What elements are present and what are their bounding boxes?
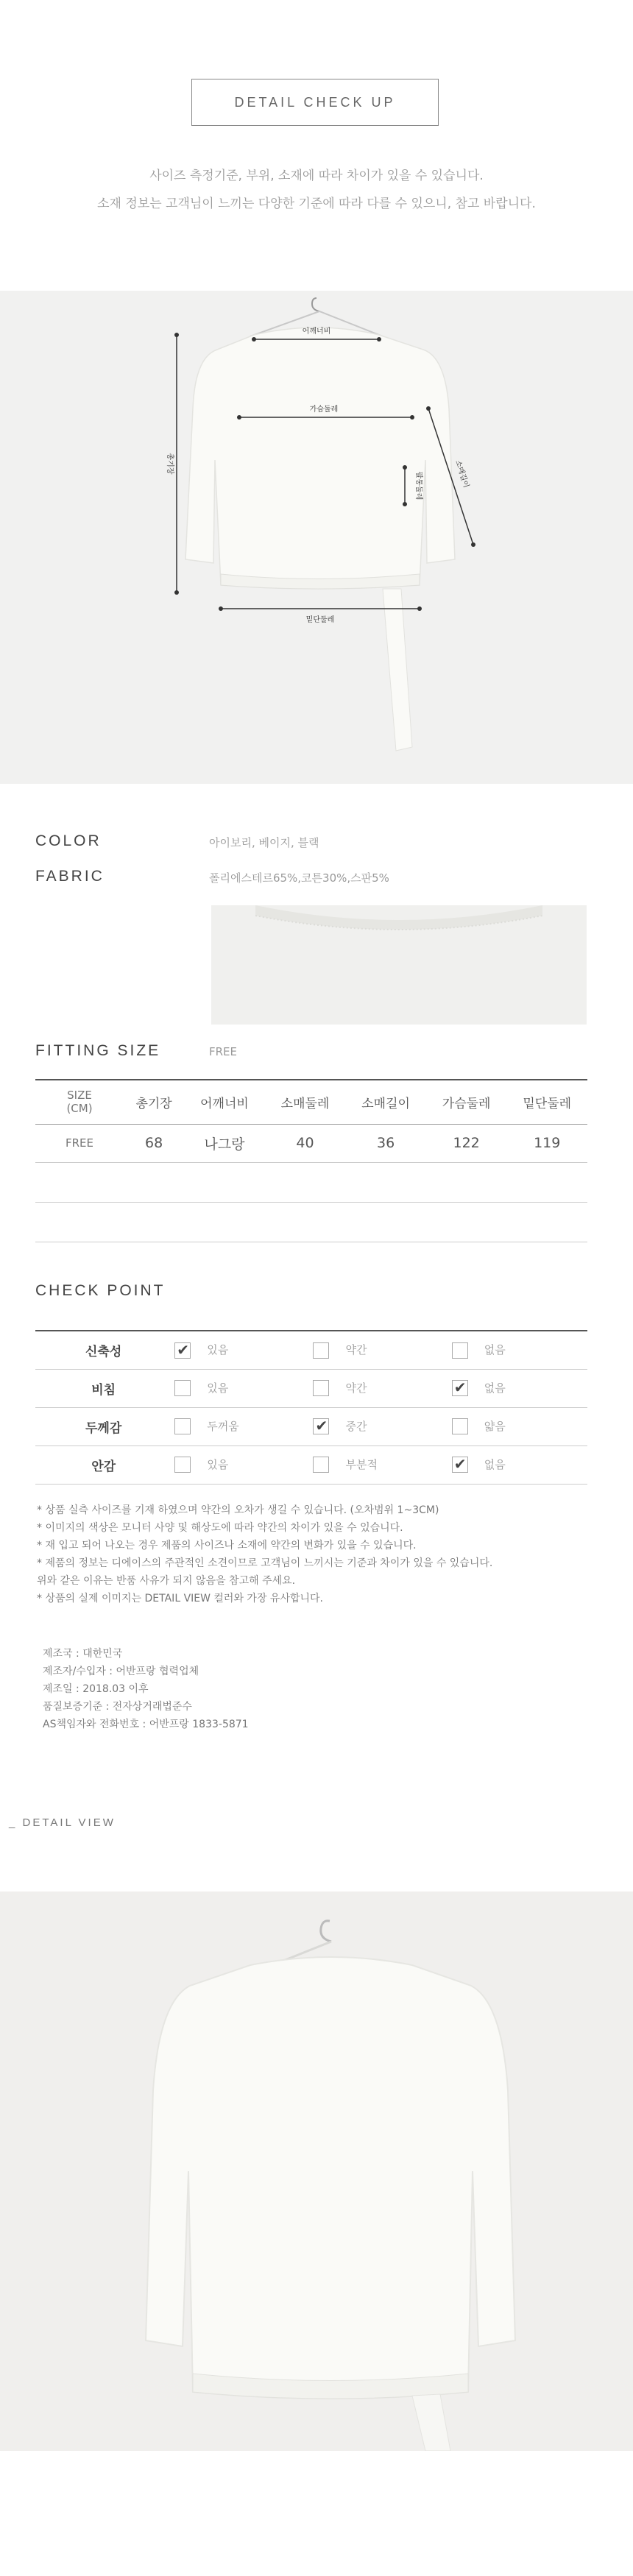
value-cell: 40 xyxy=(265,1124,346,1162)
col-header: 밑단둘레 xyxy=(506,1080,587,1124)
check-option xyxy=(171,1331,310,1369)
note-line: * 상품의 실제 이미지는 DETAIL VIEW 컬러와 가장 유사합니다. xyxy=(37,1593,323,1604)
check-option-label: 중간 xyxy=(345,1419,367,1433)
check-option-label: 얇음 xyxy=(484,1419,506,1433)
color-label: COLOR xyxy=(35,832,102,849)
intro-line-1: 사이즈 측정기준, 부위, 소재에 따라 차이가 있을 수 있습니다. xyxy=(149,169,484,183)
size-cell: FREE xyxy=(35,1124,124,1162)
notes xyxy=(37,1501,492,1607)
chest-label: 가슴둘레 xyxy=(309,406,339,414)
size-table-header xyxy=(35,1080,587,1124)
check-option xyxy=(171,1369,310,1407)
maker-line: AS책임자와 전화번호 : 어반프랑 1833-5871 xyxy=(43,1719,249,1730)
fabric-swatch xyxy=(211,905,587,1025)
color-value: 아이보리, 베이지, 블랙 xyxy=(209,836,319,849)
value-cell: 122 xyxy=(426,1124,507,1162)
value-cell: 나그랑 xyxy=(184,1124,265,1162)
checked-checkbox-icon[interactable] xyxy=(452,1457,468,1473)
checkbox-icon[interactable] xyxy=(452,1418,468,1434)
check-option xyxy=(310,1331,448,1369)
check-option xyxy=(449,1407,587,1446)
check-option-label: 있음 xyxy=(207,1457,229,1471)
col-header: 소매길이 xyxy=(345,1080,426,1124)
measurement-diagram xyxy=(0,291,633,784)
check-option-label: 있음 xyxy=(207,1343,229,1356)
fabric-label: FABRIC xyxy=(35,868,105,885)
value-cell: 68 xyxy=(124,1124,184,1162)
checkbox-icon[interactable] xyxy=(313,1457,329,1473)
fabric-value: 폴리에스테르65%,코튼30%,스판5% xyxy=(209,871,389,885)
maker-line: 제조국 : 대한민국 xyxy=(43,1648,123,1660)
table-row xyxy=(35,1446,587,1484)
value-cell: 36 xyxy=(345,1124,426,1162)
fabric-swatch-svg xyxy=(211,905,587,1025)
check-option-label: 부분적 xyxy=(345,1457,378,1471)
table-row xyxy=(35,1331,587,1369)
armhole-label: 팔통둘레 xyxy=(414,471,422,500)
check-option-label: 없음 xyxy=(484,1457,506,1471)
check-option xyxy=(449,1369,587,1407)
detail-view-photo xyxy=(0,1892,633,2451)
check-option-label: 두꺼움 xyxy=(207,1419,239,1433)
check-option xyxy=(310,1407,448,1446)
check-row-name: 두께감 xyxy=(35,1407,171,1446)
note-line: * 이미지의 색상은 모니터 사양 및 해상도에 따라 약간의 차이가 있을 수 있습니다. xyxy=(37,1522,403,1534)
col-header: 어깨너비 xyxy=(184,1080,265,1124)
garment-diagram-svg xyxy=(0,291,633,784)
fitting-size-value: FREE xyxy=(209,1045,238,1058)
check-option-label: 있음 xyxy=(207,1381,229,1395)
check-option-label: 없음 xyxy=(484,1343,506,1356)
col-header: 가슴둘레 xyxy=(426,1080,507,1124)
note-line: * 제품의 정보는 디에이스의 주관적인 소견이므로 고객님이 느끼시는 기준과 차이가 있을 수 있습니다. xyxy=(37,1557,493,1569)
check-option-label: 없음 xyxy=(484,1381,506,1395)
note-line: * 재 입고 되어 나오는 경우 제품의 사이즈나 소재에 약간의 변화가 있을 수 있습니다. xyxy=(37,1540,417,1551)
maker-line: 제조자/수입자 : 어반프랑 협력업체 xyxy=(43,1666,199,1677)
table-row-empty xyxy=(35,1202,587,1242)
size-header: SIZE (CM) xyxy=(35,1080,124,1124)
col-header: 총기장 xyxy=(124,1080,184,1124)
check-option xyxy=(449,1331,587,1369)
checkbox-icon[interactable] xyxy=(313,1342,329,1359)
maker-line: 제조일 : 2018.03 이후 xyxy=(43,1683,149,1695)
check-option xyxy=(310,1446,448,1484)
table-row xyxy=(35,1407,587,1446)
note-line: * 상품 실측 사이즈를 기재 하였으며 약간의 오차가 생길 수 있습니다. (오차범위 1~3CM) xyxy=(37,1504,439,1516)
checked-checkbox-icon[interactable] xyxy=(313,1418,329,1434)
check-row-name: 신축성 xyxy=(35,1331,171,1369)
checkbox-icon[interactable] xyxy=(174,1418,191,1434)
checkbox-icon[interactable] xyxy=(452,1342,468,1359)
intro-line-2: 소재 정보는 고객님이 느끼는 다양한 기준에 따라 다를 수 있으니, 참고 바랍니다. xyxy=(97,197,536,211)
table-row xyxy=(35,1369,587,1407)
check-point-label: CHECK POINT xyxy=(35,1282,166,1299)
check-option-label: 약간 xyxy=(345,1343,367,1356)
detail-check-up-button: DETAIL CHECK UP xyxy=(191,79,439,126)
checkbox-icon[interactable] xyxy=(174,1457,191,1473)
check-option xyxy=(449,1446,587,1484)
shoulder-label: 어깨너비 xyxy=(302,328,331,336)
garment-photo-svg xyxy=(0,1892,633,2451)
check-option xyxy=(171,1407,310,1446)
check-point-table xyxy=(35,1330,587,1485)
check-row-name: 비침 xyxy=(35,1369,171,1407)
hem-label: 밑단둘레 xyxy=(305,616,335,624)
table-row xyxy=(35,1124,587,1162)
check-row-name: 안감 xyxy=(35,1446,171,1484)
detail-view-label: _ DETAIL VIEW xyxy=(9,1816,116,1829)
sleeve-length-label: 소매길이 xyxy=(453,459,470,489)
check-option xyxy=(310,1369,448,1407)
total-length-label: 총기장 xyxy=(166,453,174,475)
note-line: 위와 같은 이유는 반품 사유가 되지 않음을 참고해 주세요. xyxy=(37,1575,296,1587)
fitting-size-label: FITTING SIZE xyxy=(35,1042,161,1059)
maker-info xyxy=(43,1645,249,1733)
checked-checkbox-icon[interactable] xyxy=(452,1380,468,1396)
check-option-label: 약간 xyxy=(345,1381,367,1395)
checked-checkbox-icon[interactable] xyxy=(174,1342,191,1359)
value-cell: 119 xyxy=(506,1124,587,1162)
checkbox-icon[interactable] xyxy=(174,1380,191,1396)
checkbox-icon[interactable] xyxy=(313,1380,329,1396)
size-table xyxy=(35,1079,587,1242)
table-row-empty xyxy=(35,1162,587,1202)
check-option xyxy=(171,1446,310,1484)
col-header: 소매둘레 xyxy=(265,1080,346,1124)
maker-line: 품질보증기준 : 전자상거래법준수 xyxy=(43,1701,192,1713)
